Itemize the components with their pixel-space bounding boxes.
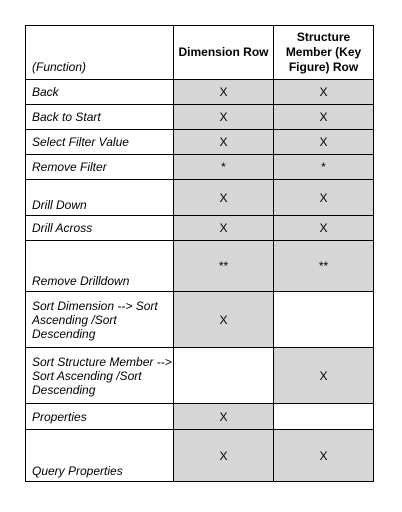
structure-cell: *	[274, 155, 374, 180]
row-label: Back to Start	[26, 105, 174, 130]
row-label: Query Properties	[26, 430, 174, 482]
table-row	[26, 216, 374, 241]
table-row	[26, 404, 374, 430]
header-row	[26, 26, 374, 80]
structure-cell	[274, 404, 374, 430]
row-label: Remove Filter	[26, 155, 174, 180]
table-row	[26, 105, 374, 130]
row-label: Back	[26, 80, 174, 105]
row-label: Properties	[26, 404, 174, 430]
structure-cell: X	[274, 430, 374, 482]
structure-cell: X	[274, 348, 374, 404]
structure-cell: X	[274, 130, 374, 155]
dimension-cell: X	[174, 292, 274, 348]
function-availability-table	[25, 25, 374, 482]
table-row	[26, 292, 374, 348]
structure-cell: X	[274, 216, 374, 241]
dimension-cell: X	[174, 105, 274, 130]
row-label: Drill Across	[26, 216, 174, 241]
structure-cell	[274, 292, 374, 348]
row-label: Sort Dimension --> Sort Ascending /Sort Descending	[26, 292, 174, 348]
dimension-cell: X	[174, 80, 274, 105]
row-label: Drill Down	[26, 180, 174, 216]
row-label: Select Filter Value	[26, 130, 174, 155]
table-row	[26, 430, 374, 482]
header-dimension-row: Dimension Row	[174, 26, 274, 80]
dimension-cell: *	[174, 155, 274, 180]
structure-cell: X	[274, 80, 374, 105]
table-row	[26, 155, 374, 180]
row-label: Remove Drilldown	[26, 241, 174, 292]
table-row	[26, 241, 374, 292]
structure-cell: X	[274, 105, 374, 130]
dimension-cell: X	[174, 216, 274, 241]
header-function: (Function)	[26, 26, 174, 80]
table-row	[26, 130, 374, 155]
structure-cell: X	[274, 180, 374, 216]
dimension-cell: X	[174, 430, 274, 482]
structure-cell: **	[274, 241, 374, 292]
table-row	[26, 180, 374, 216]
dimension-cell: X	[174, 130, 274, 155]
table-row	[26, 80, 374, 105]
dimension-cell	[174, 348, 274, 404]
row-label: Sort Structure Member --> Sort Ascending /Sort Descending	[26, 348, 174, 404]
dimension-cell: X	[174, 180, 274, 216]
table-row	[26, 348, 374, 404]
header-structure-member-row: Structure Member (Key Figure) Row	[274, 26, 374, 80]
dimension-cell: **	[174, 241, 274, 292]
dimension-cell: X	[174, 404, 274, 430]
